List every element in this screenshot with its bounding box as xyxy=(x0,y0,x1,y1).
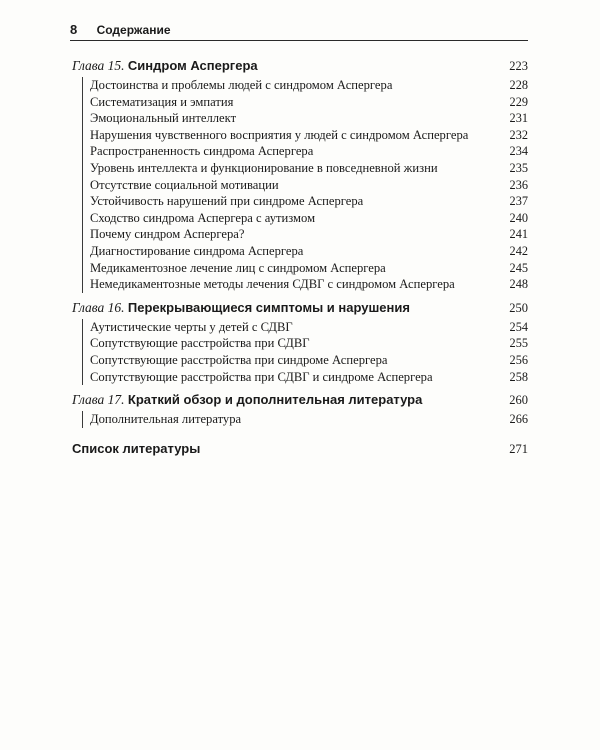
section-title: Систематизация и эмпатия xyxy=(90,94,234,109)
section-entry[interactable] xyxy=(90,110,528,127)
chapter-title-group xyxy=(72,57,258,75)
section-page-number: 242 xyxy=(509,243,528,258)
chapter-heading[interactable] xyxy=(72,391,528,409)
chapter-page-number: 260 xyxy=(509,393,528,408)
section-title: Диагностирование синдрома Аспергера xyxy=(90,243,304,258)
section-title: Уровень интеллекта и функционирование в повседневной жизни xyxy=(90,160,438,175)
section-title: Сопутствующие расстройства при СДВГ xyxy=(90,336,310,351)
section-page-number: 231 xyxy=(509,111,528,126)
section-title: Отсутствие социальной мотивации xyxy=(90,177,279,192)
header-page-number: 8 xyxy=(70,22,78,37)
header-title: Содержание xyxy=(96,23,171,37)
chapter-label: Глава 17. xyxy=(72,392,125,408)
section-title: Достоинства и проблемы людей с синдромом Аспергера xyxy=(90,78,393,92)
chapter-title-group xyxy=(72,391,422,409)
bibliography-page-number: 271 xyxy=(509,441,528,456)
section-entry[interactable] xyxy=(90,127,528,144)
section-entry[interactable] xyxy=(90,177,528,194)
section-title: Аутистические черты у детей с СДВГ xyxy=(90,319,293,334)
chapter-heading[interactable] xyxy=(72,57,528,75)
chapter-page-number: 250 xyxy=(509,300,528,315)
chapter-label: Глава 16. xyxy=(72,299,125,315)
section-page-number: 240 xyxy=(509,210,528,225)
section-title: Эмоциональный интеллект xyxy=(90,111,237,126)
bibliography-entry[interactable] xyxy=(72,440,528,458)
chapter-title: Синдром Аспергера xyxy=(127,58,258,73)
chapter-title: Краткий обзор и дополнительная литература xyxy=(127,392,423,408)
section-entry[interactable] xyxy=(90,352,528,369)
section-entry[interactable] xyxy=(90,276,528,293)
chapter-title-group xyxy=(72,299,410,317)
chapter-title: Перекрывающиеся симптомы и нарушения xyxy=(127,299,410,315)
section-entry[interactable] xyxy=(90,369,528,386)
running-header xyxy=(70,22,528,41)
section-title: Немедикаментозные методы лечения СДВГ с синдромом Аспергера xyxy=(90,277,455,292)
chapter-page-number: 223 xyxy=(509,59,528,73)
section-title: Медикаментозное лечение лиц с синдромом Аспергера xyxy=(90,260,386,275)
section-page-number: 228 xyxy=(509,78,528,92)
section-page-number: 232 xyxy=(509,127,528,142)
section-entry[interactable] xyxy=(90,160,528,177)
bibliography-title: Список литературы xyxy=(72,440,201,456)
section-title: Сопутствующие расстройства при синдроме Аспергера xyxy=(90,352,388,367)
section-page-number: 256 xyxy=(509,352,528,367)
section-entry[interactable] xyxy=(90,143,528,160)
section-page-number: 255 xyxy=(509,336,528,351)
section-title: Сходство синдрома Аспергера с аутизмом xyxy=(90,210,316,225)
section-entry[interactable] xyxy=(90,193,528,210)
table-of-contents xyxy=(72,54,528,458)
section-list xyxy=(82,319,528,385)
section-page-number: 254 xyxy=(509,319,528,334)
section-page-number: 258 xyxy=(509,369,528,384)
section-page-number: 245 xyxy=(509,260,528,275)
section-page-number: 266 xyxy=(509,412,528,427)
section-page-number: 234 xyxy=(509,144,528,159)
section-list xyxy=(82,77,528,293)
section-list xyxy=(82,411,528,428)
section-entry[interactable] xyxy=(90,335,528,352)
section-title: Сопутствующие расстройства при СДВГ и синдроме Аспергера xyxy=(90,369,433,384)
section-entry[interactable] xyxy=(90,260,528,277)
section-title: Устойчивость нарушений при синдроме Аспергера xyxy=(90,194,364,209)
section-entry[interactable] xyxy=(90,319,528,336)
section-page-number: 248 xyxy=(509,277,528,292)
section-entry[interactable] xyxy=(90,77,528,94)
section-entry[interactable] xyxy=(90,243,528,260)
chapter-label: Глава 15. xyxy=(72,58,125,73)
section-title: Нарушения чувственного восприятия у людей с синдромом Аспергера xyxy=(90,127,469,142)
section-page-number: 237 xyxy=(509,194,528,209)
section-page-number: 241 xyxy=(509,227,528,242)
section-page-number: 235 xyxy=(509,160,528,175)
section-page-number: 236 xyxy=(509,177,528,192)
chapter-heading[interactable] xyxy=(72,299,528,317)
section-title: Почему синдром Аспергера? xyxy=(90,227,245,242)
section-title: Распространенность синдрома Аспергера xyxy=(90,144,314,159)
section-entry[interactable] xyxy=(90,411,528,428)
section-page-number: 229 xyxy=(509,94,528,109)
section-entry[interactable] xyxy=(90,226,528,243)
section-entry[interactable] xyxy=(90,210,528,227)
section-entry[interactable] xyxy=(90,94,528,111)
section-title: Дополнительная литература xyxy=(90,412,242,427)
